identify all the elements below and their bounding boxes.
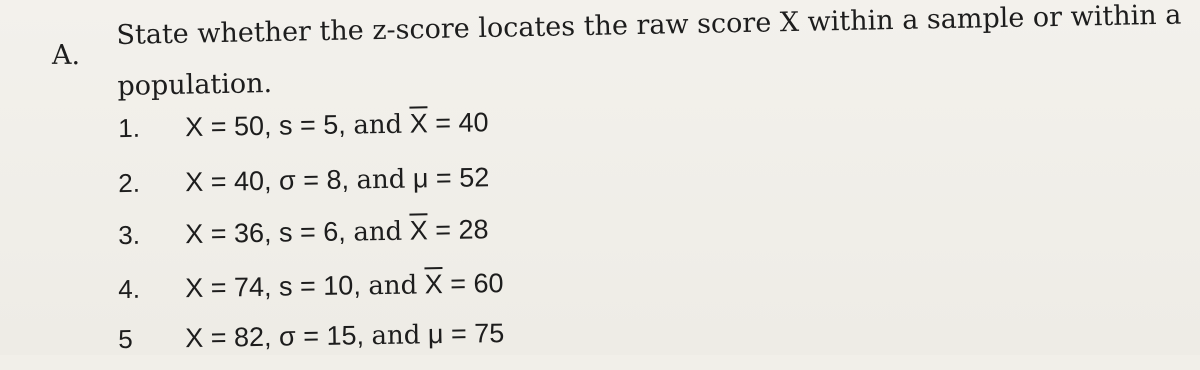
item-expression: X = 82, σ = 15, and μ = 75: [184, 318, 505, 354]
instruction-text: State whether the z-score locates the raw score X within a sample or within a population.: [116, 0, 1182, 102]
section-letter: A.: [52, 40, 81, 71]
item-expression: X = 50, s = 5, and X = 40: [184, 107, 489, 143]
item-number: 1.: [117, 112, 141, 144]
item-expression: X = 40, σ = 8, and μ = 52: [184, 162, 490, 198]
list-item: [0, 260, 1001, 320]
list-item: [0, 310, 1001, 370]
item-expression: X = 74, s = 10, and X = 60: [184, 268, 504, 304]
sample-mean-symbol: X: [409, 108, 428, 139]
item-expression: X = 36, s = 6, and X = 28: [184, 214, 489, 250]
list-item: [0, 154, 1001, 214]
item-number: 3.: [117, 219, 141, 251]
sample-mean-symbol: X: [424, 269, 443, 300]
list-item: [0, 206, 1001, 266]
item-number: 4.: [117, 273, 141, 305]
sample-mean-symbol: X: [409, 215, 428, 246]
item-number: 5: [117, 323, 133, 355]
item-number: 2.: [117, 167, 141, 199]
